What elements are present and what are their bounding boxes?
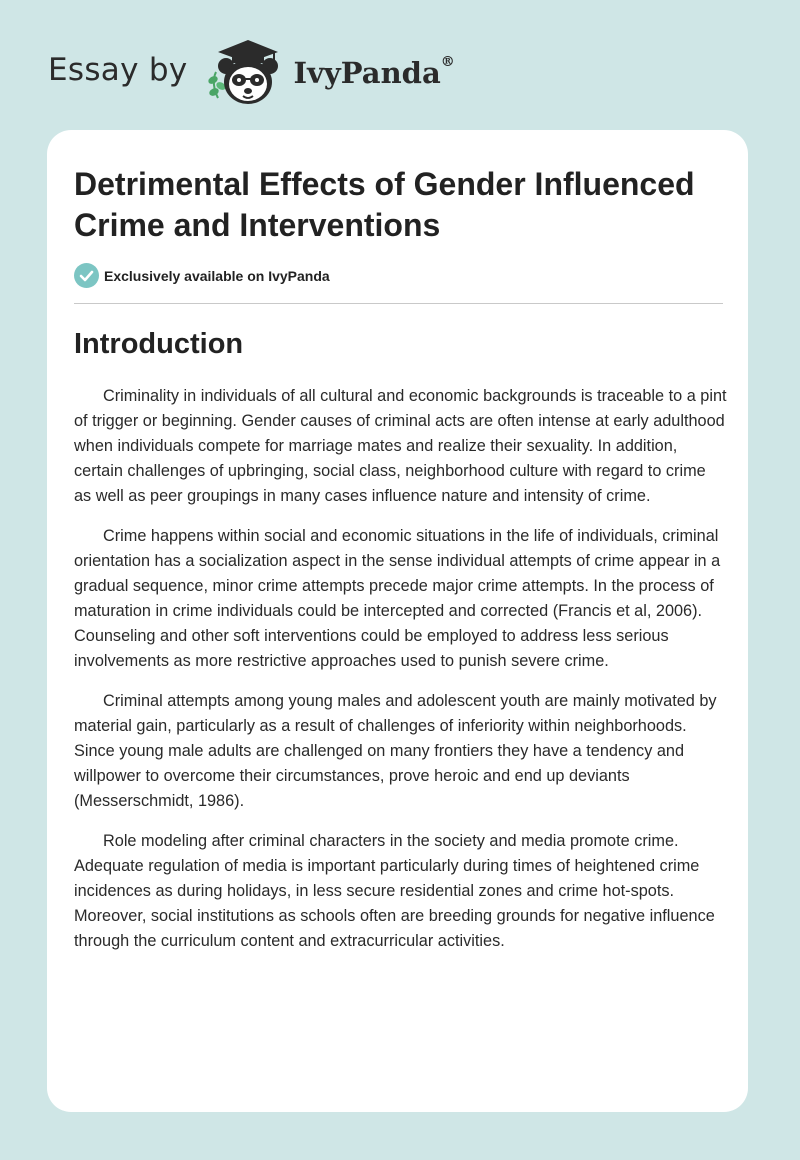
paragraph-3: Criminal attempts among young males and adolescent youth are mainly motivated by material gain, particularly as a result of challenges of inferiority within neighborhoods. Since young male adults are challenged on many frontiers they have a tendency and willpower to overcome their circumstances, prove heroic and end up deviants (Messerschmidt, 1986). — [74, 692, 717, 810]
brand-text[interactable]: IvyPanda — [293, 56, 441, 90]
essay-card — [47, 130, 748, 1112]
paragraph-1: Criminality in individuals of all cultural and economic backgrounds is traceable to a pint of trigger or beginning. Gender causes of criminal acts are often intense at early adulthood when individuals compete for marriage mates and realize their sexuality. In addition, certain challenges of upbringing, social class, neighborhood culture with regard to crime as well as peer groupings in many cases influence nature and intensity of crime. — [74, 387, 727, 505]
panda-logo-icon[interactable] — [202, 36, 290, 108]
site-header — [48, 36, 455, 108]
essay-by-label: Essay by — [48, 52, 188, 88]
essay-body — [74, 384, 727, 969]
brand-name[interactable] — [294, 56, 455, 90]
exclusive-badge — [74, 263, 330, 288]
registered-mark: ® — [440, 54, 455, 70]
title-divider — [74, 303, 723, 304]
exclusive-badge-label: Exclusively available on IvyPanda — [104, 267, 330, 284]
paragraph-2: Crime happens within social and economic situations in the life of individuals, criminal orientation has a socialization aspect in the sense individual attempts of crime appear in a gradual sequence, minor crime attempts precede major crime attempts. In the process of maturation in crime individuals could be intercepted and corrected (Francis et al, 2006). Counseling and other soft interventions could be employed to address less serious involvements as more restrictive approaches used to punish severe crime. — [74, 527, 721, 670]
paragraph-4: Role modeling after criminal characters in the society and media promote crime. Adequate regulation of media is important particularly during times of heightened crime incidences as during holidays, in less secure residential zones and crime hot-spots. Moreover, social institutions as schools often are breeding grounds for negative influence through the curriculum content and extracurricular activities. — [74, 832, 715, 950]
section-heading-introduction: Introduction — [74, 328, 244, 360]
check-circle-icon — [74, 263, 99, 288]
essay-title: Detrimental Effects of Gender Influenced Crime and Interventions — [74, 166, 695, 243]
